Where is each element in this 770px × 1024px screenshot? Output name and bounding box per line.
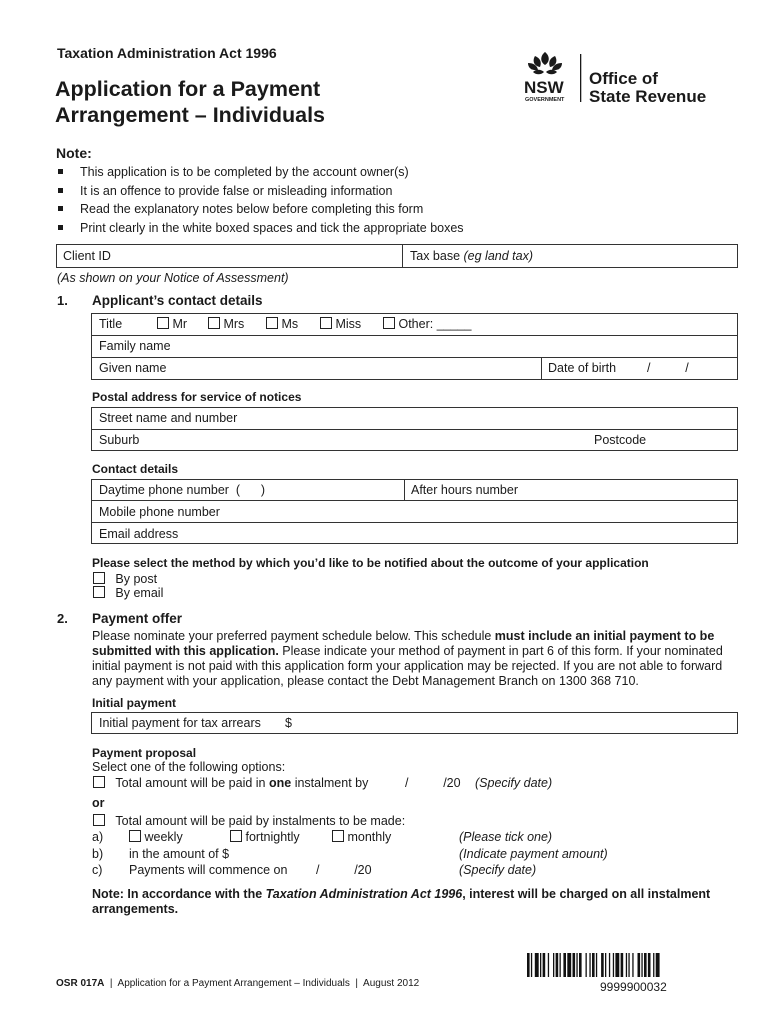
title-miss-option[interactable] — [320, 317, 361, 331]
postal-heading: Postal address for service of notices — [92, 390, 302, 404]
initial-heading: Initial payment — [92, 696, 177, 710]
weekly-option[interactable]: weekly — [129, 830, 183, 844]
by-email-option[interactable] — [93, 586, 163, 600]
fortnightly-option[interactable]: fortnightly — [230, 830, 300, 844]
option-label: Mr — [172, 317, 188, 331]
logo-office-2: State Revenue — [589, 87, 707, 106]
instalment-amount-field[interactable]: in the amount of $ — [129, 847, 230, 861]
checkbox[interactable] — [230, 830, 242, 842]
checkbox[interactable] — [93, 776, 105, 788]
barcode-number: 9999900032 — [600, 980, 667, 994]
logo-nsw: NSW — [524, 78, 564, 97]
dob-separators: / / — [647, 361, 689, 375]
contact-heading: Contact details — [92, 462, 179, 476]
title-other-option[interactable] — [383, 317, 471, 331]
opt1-specify-date: (Specify date) — [475, 776, 553, 790]
checkbox[interactable] — [93, 572, 105, 584]
title-mr-option[interactable] — [157, 317, 187, 331]
checkbox[interactable] — [93, 586, 105, 598]
indicate-amount-note: (Indicate payment amount) — [459, 847, 608, 861]
footer — [56, 978, 419, 989]
section-1-number: 1. — [57, 293, 68, 308]
option-label: Mrs — [223, 317, 245, 331]
note-heading: Note: — [56, 145, 92, 161]
after-hours-field[interactable]: After hours number — [411, 483, 518, 497]
title-ms-option[interactable] — [266, 317, 298, 331]
row-a-label: a) — [92, 830, 104, 844]
row-b-label: b) — [92, 847, 104, 861]
note-item: This application is to be completed by the account owner(s) — [58, 163, 464, 182]
family-name-field[interactable]: Family name — [99, 339, 171, 353]
select-one: Select one of the following options: — [92, 760, 286, 774]
section-2-title: Payment offer — [92, 611, 183, 626]
dob-field[interactable]: Date of birth — [548, 361, 617, 375]
row-c-label: c) — [92, 863, 103, 877]
postcode-field[interactable]: Postcode — [594, 433, 647, 447]
proposal-heading: Payment proposal — [92, 746, 197, 760]
suburb-field[interactable]: Suburb — [99, 433, 140, 447]
checkbox[interactable] — [157, 317, 169, 329]
email-field[interactable]: Email address — [99, 527, 179, 541]
payment-offer-paragraph: Please nominate your preferred payment schedule below. This schedule must include an initial payment to be submitted with this application. Please indicate your method of payment in part 6 of this form. If your nominated initial payment is not paid with this application form your application may be rejected. If you are not able to forward any payment with your application, please contact the Debt Management Branch on 1300 368 710. — [92, 629, 723, 688]
checkbox[interactable] — [208, 317, 220, 329]
nsw-osr-logo — [523, 50, 723, 110]
option-label: By email — [115, 586, 164, 600]
tax-base-label: Tax base — [410, 249, 461, 263]
form-code: OSR 017A — [56, 978, 105, 989]
section-2-number: 2. — [57, 611, 68, 626]
act-title: Taxation Administration Act 1996 — [57, 45, 277, 61]
opt1-single-instalment[interactable]: Total amount will be paid in one instalment by — [93, 776, 368, 790]
page-title — [55, 76, 415, 128]
note-item: Print clearly in the white boxed spaces and tick the appropriate boxes — [58, 219, 464, 238]
as-shown-note: (As shown on your Notice of Assessment) — [57, 271, 289, 285]
checkbox[interactable] — [266, 317, 278, 329]
checkbox[interactable] — [332, 830, 344, 842]
footer-text: | Application for a Payment Arrangement – Individuals | August 2012 — [104, 978, 420, 989]
tax-base-eg: (eg land tax) — [463, 249, 533, 263]
commence-date-field[interactable]: / /20 — [316, 863, 372, 877]
notify-heading: Please select the method by which you’d like to be notified about the outcome of your application — [92, 556, 649, 570]
monthly-option[interactable]: monthly — [332, 830, 391, 844]
opt1-date[interactable]: / /20 — [405, 776, 461, 790]
street-field[interactable]: Street name and number — [99, 411, 238, 425]
option-label: By post — [115, 572, 158, 586]
logo-office-1: Office of — [589, 69, 658, 88]
title-label: Title — [99, 317, 123, 331]
checkbox[interactable] — [320, 317, 332, 329]
commence-label: Payments will commence on — [129, 863, 288, 877]
note-item: It is an offence to provide false or misleading information — [58, 182, 464, 201]
client-box — [56, 244, 738, 268]
note-list — [58, 163, 464, 237]
interest-note: Note: In accordance with the Taxation Administration Act 1996, interest will be charged on all instalment arrangements. — [92, 887, 711, 916]
checkbox[interactable] — [129, 830, 141, 842]
title-line-1: Application for a Payment — [55, 77, 321, 101]
option-label: Miss — [335, 317, 362, 331]
barcode — [527, 953, 742, 977]
section-1-title: Applicant’s contact details — [92, 293, 263, 308]
option-label: Other: _____ — [398, 317, 472, 331]
option-label: Ms — [281, 317, 299, 331]
initial-payment-field[interactable]: Initial payment for tax arrears — [99, 716, 261, 730]
daytime-phone-field[interactable]: Daytime phone number ( ) — [99, 483, 266, 497]
logo-gov: GOVERNMENT — [525, 97, 565, 103]
checkbox[interactable] — [383, 317, 395, 329]
by-post-option[interactable] — [93, 572, 157, 586]
mobile-field[interactable]: Mobile phone number — [99, 505, 220, 519]
please-tick-note: (Please tick one) — [459, 830, 553, 844]
tax-base-field[interactable] — [410, 249, 533, 263]
opt2-instalments[interactable]: Total amount will be paid by instalments to be made: — [93, 814, 405, 828]
checkbox[interactable] — [93, 814, 105, 826]
or-label: or — [92, 796, 105, 810]
given-name-field[interactable]: Given name — [99, 361, 167, 375]
client-id-field[interactable]: Client ID — [63, 249, 111, 263]
dollar-sign: $ — [285, 716, 292, 730]
note-item: Read the explanatory notes below before completing this form — [58, 200, 464, 219]
title-mrs-option[interactable] — [208, 317, 244, 331]
commence-specify-date: (Specify date) — [459, 863, 537, 877]
title-line-2: Arrangement – Individuals — [55, 103, 326, 127]
waratah-icon — [523, 50, 723, 110]
